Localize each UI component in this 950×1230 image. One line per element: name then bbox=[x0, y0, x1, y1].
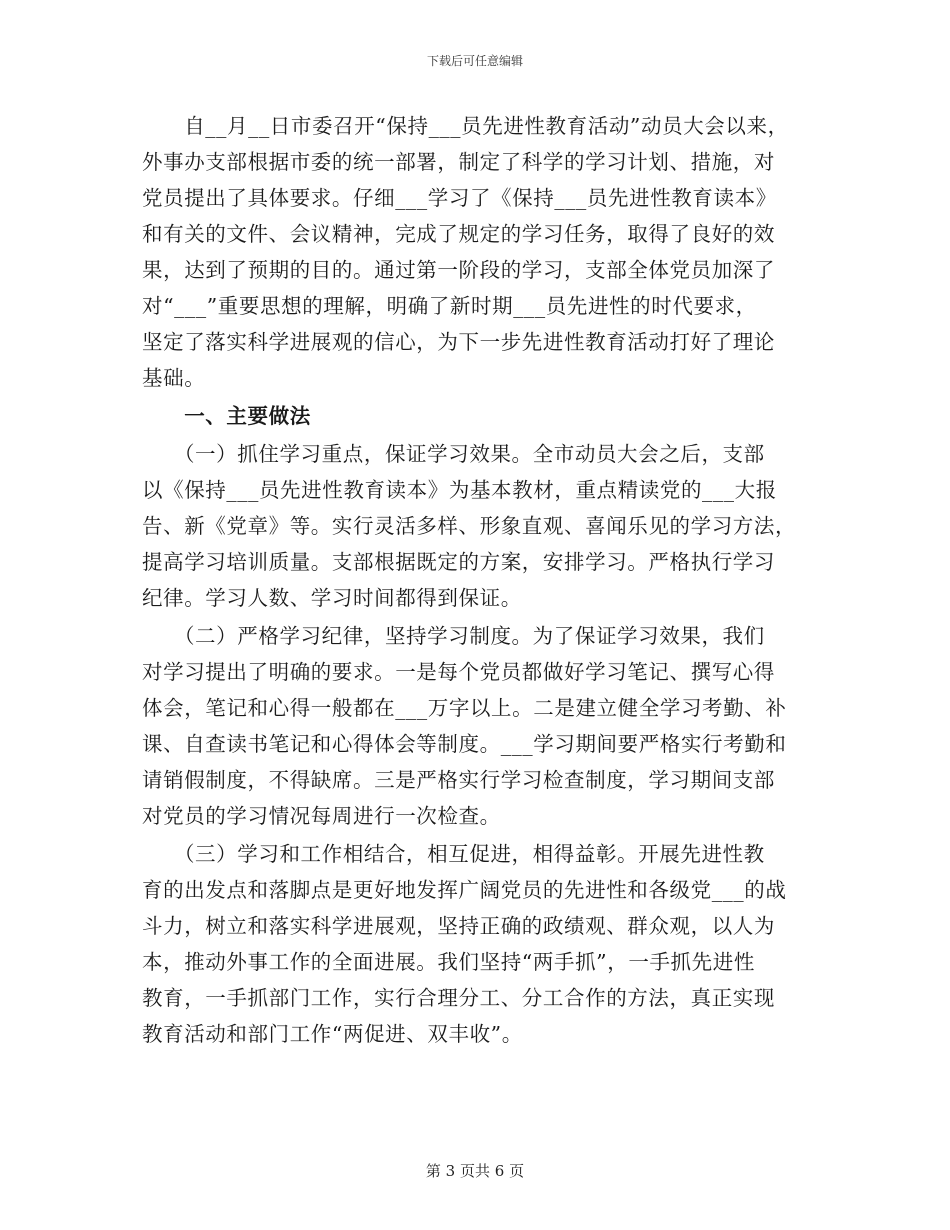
text-line: 自__月__日市委召开“保持___员先进性教育活动”动员大会以来， bbox=[142, 114, 789, 138]
text-line: 请销假制度，不得缺席。三是严格实行学习检查制度，学习期间支部 bbox=[142, 768, 775, 792]
text-line: 教育，一手抓部门工作，实行合理分工、分工合作的方法，真正实现 bbox=[142, 986, 775, 1010]
document-body bbox=[142, 108, 812, 1052]
text-line: 坚定了落实科学进展观的信心，为下一步先进性教育活动打好了理论 bbox=[142, 330, 775, 354]
text-line: 对学习提出了明确的要求。一是每个党员都做好学习笔记、撰写心得 bbox=[142, 660, 775, 684]
text-line: 果，达到了预期的目的。通过第一阶段的学习，支部全体党员加深了 bbox=[142, 258, 775, 282]
text-line: 对“___”重要思想的理解，明确了新时期___员先进性的时代要求， bbox=[142, 294, 757, 318]
text-line: 基础。 bbox=[142, 366, 206, 390]
paragraph-one bbox=[142, 436, 812, 616]
text-line: （三）学习和工作相结合，相互促进，相得益彰。开展先进性教 bbox=[142, 842, 765, 866]
page-header: 下载后可任意编辑 bbox=[426, 54, 523, 68]
text-line: 斗力，树立和落实科学进展观，坚持正确的政绩观、群众观，以人为 bbox=[142, 914, 775, 938]
paragraph-two bbox=[142, 618, 812, 834]
page-footer: 第 3 页共 6 页 bbox=[425, 1162, 525, 1180]
text-line: 以《保持___员先进性教育读本》为基本教材，重点精读党的___大报 bbox=[142, 478, 777, 502]
text-line: 对党员的学习情况每周进行一次检查。 bbox=[142, 804, 501, 828]
text-line: （一）抓住学习重点，保证学习效果。全市动员大会之后，支部 bbox=[142, 442, 765, 466]
text-line: 提高学习培训质量。支部根据既定的方案，安排学习。严格执行学习 bbox=[142, 550, 775, 574]
text-line: 和有关的文件、会议精神，完成了规定的学习任务，取得了良好的效 bbox=[142, 222, 775, 246]
text-line: 教育活动和部门工作“两促进、双丰收”。 bbox=[142, 1022, 523, 1046]
text-line: 体会，笔记和心得一般都在___万字以上。二是建立健全学习考勤、补 bbox=[142, 696, 787, 720]
text-line: 外事办支部根据市委的统一部署，制定了科学的学习计划、措施，对 bbox=[142, 150, 775, 174]
section-heading: 一、主要做法 bbox=[142, 404, 311, 428]
text-line: 党员提出了具体要求。仔细___学习了《保持___员先进性教育读本》 bbox=[142, 186, 777, 210]
text-line: （二）严格学习纪律，坚持学习制度。为了保证学习效果，我们 bbox=[142, 624, 765, 648]
paragraph-intro bbox=[142, 108, 812, 396]
text-line: 本，推动外事工作的全面进展。我们坚持“两手抓”，一手抓先进性 bbox=[142, 950, 755, 974]
text-line: 课、自查读书笔记和心得体会等制度。___学习期间要严格实行考勤和 bbox=[142, 732, 787, 756]
paragraph-three bbox=[142, 836, 812, 1052]
text-line: 告、新《党章》等。实行灵活多样、形象直观、喜闻乐见的学习方法， bbox=[142, 514, 797, 538]
text-line: 育的出发点和落脚点是更好地发挥广阔党员的先进性和各级党___的战 bbox=[142, 878, 787, 902]
text-line: 纪律。学习人数、学习时间都得到保证。 bbox=[142, 586, 522, 610]
